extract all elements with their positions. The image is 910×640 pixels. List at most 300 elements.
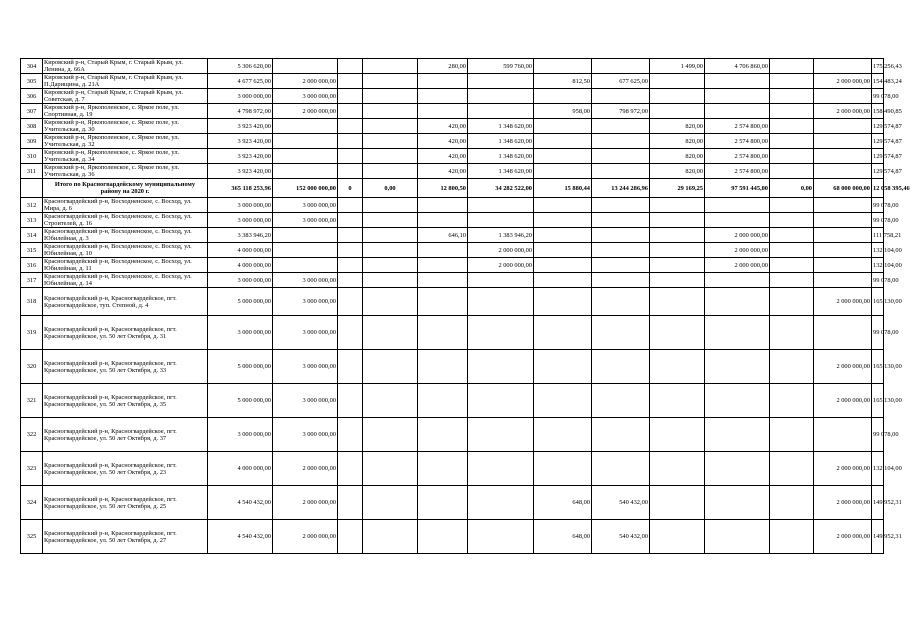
value-cell bbox=[705, 384, 770, 418]
row-number: 304 bbox=[21, 59, 43, 74]
value-cell bbox=[705, 316, 770, 350]
table-row bbox=[21, 198, 884, 213]
value-cell bbox=[363, 273, 418, 288]
value-cell bbox=[363, 74, 418, 89]
value-cell bbox=[650, 520, 705, 554]
value-cell: 15 880,44 bbox=[534, 179, 592, 198]
value-cell bbox=[770, 243, 814, 258]
table-row bbox=[21, 119, 884, 134]
value-cell bbox=[363, 418, 418, 452]
address-cell: Красногвардейский р-н, Восходненское, с. Восход, ул. Юбилейная, д. 3 bbox=[43, 228, 208, 243]
value-cell bbox=[650, 228, 705, 243]
value-cell: 5 000 000,00 bbox=[208, 350, 273, 384]
value-cell bbox=[363, 198, 418, 213]
data-table bbox=[20, 58, 910, 554]
value-cell bbox=[650, 384, 705, 418]
value-cell bbox=[770, 228, 814, 243]
value-cell bbox=[534, 228, 592, 243]
value-cell bbox=[770, 384, 814, 418]
value-cell bbox=[534, 243, 592, 258]
table-row bbox=[21, 228, 884, 243]
table-row bbox=[21, 149, 884, 164]
value-cell: 4 798 972,00 bbox=[208, 104, 273, 119]
value-cell bbox=[363, 59, 418, 74]
value-cell: 820,00 bbox=[650, 134, 705, 149]
value-cell bbox=[363, 89, 418, 104]
table-row bbox=[21, 486, 884, 520]
value-cell: 677 625,00 bbox=[592, 74, 650, 89]
value-cell bbox=[468, 384, 534, 418]
value-cell: 12 800,50 bbox=[418, 179, 468, 198]
value-cell bbox=[534, 316, 592, 350]
value-cell bbox=[770, 198, 814, 213]
total-row bbox=[21, 179, 884, 198]
value-cell bbox=[338, 59, 363, 74]
value-cell: 2 000 000,00 bbox=[705, 258, 770, 273]
row-number: 324 bbox=[21, 486, 43, 520]
value-cell: 4 677 625,00 bbox=[208, 74, 273, 89]
value-cell: 1 383 946,20 bbox=[468, 228, 534, 243]
row-number: 308 bbox=[21, 119, 43, 134]
value-cell: 820,00 bbox=[650, 164, 705, 179]
value-cell bbox=[814, 134, 872, 149]
row-number: 313 bbox=[21, 213, 43, 228]
row-number: 314 bbox=[21, 228, 43, 243]
value-cell bbox=[338, 134, 363, 149]
value-cell: 420,00 bbox=[418, 149, 468, 164]
value-cell bbox=[418, 288, 468, 316]
value-cell: 99 078,00 bbox=[872, 273, 884, 288]
value-cell: 3 000 000,00 bbox=[273, 288, 338, 316]
value-cell bbox=[650, 104, 705, 119]
value-cell: 820,00 bbox=[650, 119, 705, 134]
address-cell: Красногвардейский р-н, Красногвардейское, пгт. Красногвардейское, ул. 50 лет Октября, д. 37 bbox=[43, 418, 208, 452]
value-cell: 3 923 420,00 bbox=[208, 119, 273, 134]
value-cell: 648,00 bbox=[534, 486, 592, 520]
value-cell bbox=[814, 59, 872, 74]
value-cell: 958,00 bbox=[534, 104, 592, 119]
value-cell bbox=[770, 74, 814, 89]
value-cell bbox=[363, 213, 418, 228]
value-cell bbox=[363, 316, 418, 350]
value-cell: 2 000 000,00 bbox=[705, 243, 770, 258]
value-cell bbox=[770, 452, 814, 486]
value-cell bbox=[273, 119, 338, 134]
value-cell: 129 574,87 bbox=[872, 134, 884, 149]
value-cell: 12 058 395,46 bbox=[872, 179, 884, 198]
value-cell: 420,00 bbox=[418, 164, 468, 179]
value-cell bbox=[770, 134, 814, 149]
value-cell bbox=[418, 316, 468, 350]
value-cell bbox=[770, 104, 814, 119]
value-cell bbox=[468, 198, 534, 213]
value-cell: 3 000 000,00 bbox=[273, 89, 338, 104]
row-number: 316 bbox=[21, 258, 43, 273]
address-cell: Кировский р-н, Старый Крым, г. Старый Крым, ул. Ленина, д. 66А bbox=[43, 59, 208, 74]
value-cell bbox=[468, 288, 534, 316]
value-cell: 165 130,00 bbox=[872, 384, 884, 418]
row-number: 315 bbox=[21, 243, 43, 258]
value-cell bbox=[705, 74, 770, 89]
value-cell: 129 574,87 bbox=[872, 149, 884, 164]
table-row bbox=[21, 258, 884, 273]
value-cell bbox=[592, 243, 650, 258]
value-cell: 646,10 bbox=[418, 228, 468, 243]
value-cell bbox=[592, 452, 650, 486]
row-number: 305 bbox=[21, 74, 43, 89]
value-cell bbox=[650, 74, 705, 89]
value-cell bbox=[273, 243, 338, 258]
row-number: 306 bbox=[21, 89, 43, 104]
row-number: 319 bbox=[21, 316, 43, 350]
total-label: Итого по Красногвардейскому муниципальному району на 2020 г. bbox=[43, 179, 208, 198]
value-cell bbox=[363, 288, 418, 316]
value-cell bbox=[705, 418, 770, 452]
value-cell: 2 000 000,00 bbox=[468, 258, 534, 273]
value-cell bbox=[468, 273, 534, 288]
value-cell: 1 348 620,00 bbox=[468, 149, 534, 164]
value-cell bbox=[338, 258, 363, 273]
value-cell: 5 000 000,00 bbox=[208, 288, 273, 316]
value-cell bbox=[592, 119, 650, 134]
value-cell bbox=[534, 89, 592, 104]
value-cell bbox=[534, 119, 592, 134]
value-cell bbox=[650, 316, 705, 350]
value-cell bbox=[534, 418, 592, 452]
value-cell: 1 348 620,00 bbox=[468, 119, 534, 134]
table-row bbox=[21, 164, 884, 179]
value-cell bbox=[650, 452, 705, 486]
row-number: 317 bbox=[21, 273, 43, 288]
address-cell: Красногвардейский р-н, Красногвардейское, пгт. Красногвардейское, туп. Степной, д. 4 bbox=[43, 288, 208, 316]
value-cell bbox=[363, 149, 418, 164]
value-cell bbox=[770, 258, 814, 273]
value-cell: 3 000 000,00 bbox=[273, 316, 338, 350]
value-cell bbox=[814, 258, 872, 273]
value-cell bbox=[468, 89, 534, 104]
value-cell bbox=[468, 418, 534, 452]
row-number: 309 bbox=[21, 134, 43, 149]
value-cell: 2 000 000,00 bbox=[273, 520, 338, 554]
value-cell bbox=[273, 258, 338, 273]
value-cell bbox=[705, 89, 770, 104]
value-cell bbox=[592, 418, 650, 452]
value-cell bbox=[363, 258, 418, 273]
value-cell: 2 574 800,00 bbox=[705, 134, 770, 149]
value-cell: 3 383 946,20 bbox=[208, 228, 273, 243]
value-cell bbox=[273, 134, 338, 149]
value-cell: 132 104,00 bbox=[872, 452, 884, 486]
value-cell bbox=[418, 258, 468, 273]
value-cell: 0,00 bbox=[363, 179, 418, 198]
value-cell bbox=[592, 198, 650, 213]
row-number: 322 bbox=[21, 418, 43, 452]
table-row bbox=[21, 452, 884, 486]
table-row bbox=[21, 213, 884, 228]
value-cell bbox=[814, 243, 872, 258]
value-cell: 2 574 800,00 bbox=[705, 149, 770, 164]
address-cell: Красногвардейский р-н, Восходненское, с. Восход, ул. Юбилейная, д. 14 bbox=[43, 273, 208, 288]
value-cell bbox=[705, 486, 770, 520]
value-cell bbox=[338, 104, 363, 119]
value-cell bbox=[592, 59, 650, 74]
value-cell: 68 000 000,00 bbox=[814, 179, 872, 198]
value-cell bbox=[705, 213, 770, 228]
value-cell: 3 000 000,00 bbox=[273, 198, 338, 213]
value-cell bbox=[418, 486, 468, 520]
value-cell bbox=[363, 350, 418, 384]
value-cell: 798 972,00 bbox=[592, 104, 650, 119]
value-cell bbox=[705, 520, 770, 554]
value-cell: 2 000 000,00 bbox=[273, 486, 338, 520]
value-cell bbox=[814, 316, 872, 350]
value-cell: 2 000 000,00 bbox=[814, 452, 872, 486]
value-cell bbox=[534, 350, 592, 384]
value-cell: 111 758,21 bbox=[872, 228, 884, 243]
value-cell: 3 923 420,00 bbox=[208, 134, 273, 149]
value-cell: 2 000 000,00 bbox=[814, 74, 872, 89]
value-cell bbox=[418, 89, 468, 104]
row-number: 325 bbox=[21, 520, 43, 554]
value-cell bbox=[814, 89, 872, 104]
value-cell bbox=[273, 228, 338, 243]
address-cell: Кировский р-н, Яркополенское, с. Яркое поле, ул. Учительская, д. 34 bbox=[43, 149, 208, 164]
value-cell bbox=[705, 452, 770, 486]
value-cell: 3 000 000,00 bbox=[208, 316, 273, 350]
value-cell: 540 432,00 bbox=[592, 520, 650, 554]
value-cell: 129 574,87 bbox=[872, 119, 884, 134]
value-cell bbox=[468, 486, 534, 520]
value-cell bbox=[814, 164, 872, 179]
value-cell: 3 000 000,00 bbox=[273, 350, 338, 384]
value-cell bbox=[338, 74, 363, 89]
table-row bbox=[21, 316, 884, 350]
value-cell: 4 706 860,00 bbox=[705, 59, 770, 74]
value-cell bbox=[770, 149, 814, 164]
value-cell bbox=[534, 273, 592, 288]
value-cell bbox=[363, 228, 418, 243]
value-cell: 99 078,00 bbox=[872, 316, 884, 350]
row-number: 307 bbox=[21, 104, 43, 119]
value-cell bbox=[363, 134, 418, 149]
value-cell bbox=[592, 316, 650, 350]
table-row bbox=[21, 384, 884, 418]
value-cell bbox=[592, 149, 650, 164]
value-cell bbox=[338, 452, 363, 486]
value-cell bbox=[592, 258, 650, 273]
value-cell: 2 574 800,00 bbox=[705, 164, 770, 179]
row-number: 320 bbox=[21, 350, 43, 384]
value-cell: 2 000 000,00 bbox=[814, 486, 872, 520]
value-cell bbox=[705, 198, 770, 213]
value-cell bbox=[363, 520, 418, 554]
table-row bbox=[21, 243, 884, 258]
value-cell bbox=[338, 384, 363, 418]
value-cell: 3 000 000,00 bbox=[208, 89, 273, 104]
address-cell: Красногвардейский р-н, Красногвардейское, пгт. Красногвардейское, ул. 50 лет Октября, д. 25 bbox=[43, 486, 208, 520]
value-cell bbox=[468, 452, 534, 486]
value-cell bbox=[418, 350, 468, 384]
address-cell: Красногвардейский р-н, Восходненское, с. Восход, ул. Строителей, д. 16 bbox=[43, 213, 208, 228]
table-row bbox=[21, 520, 884, 554]
value-cell: 2 000 000,00 bbox=[273, 74, 338, 89]
value-cell bbox=[592, 89, 650, 104]
value-cell: 158 490,85 bbox=[872, 104, 884, 119]
value-cell: 2 000 000,00 bbox=[814, 520, 872, 554]
row-number: 323 bbox=[21, 452, 43, 486]
value-cell bbox=[814, 213, 872, 228]
value-cell bbox=[770, 350, 814, 384]
value-cell: 13 244 286,96 bbox=[592, 179, 650, 198]
value-cell: 154 483,24 bbox=[872, 74, 884, 89]
address-cell: Кировский р-н, Старый Крым, г. Старый Крым, ул. Советская, д. 7 bbox=[43, 89, 208, 104]
address-cell: Кировский р-н, Яркополенское, с. Яркое поле, ул. Учительская, д. 36 bbox=[43, 164, 208, 179]
table-row bbox=[21, 89, 884, 104]
value-cell bbox=[650, 288, 705, 316]
value-cell: 812,50 bbox=[534, 74, 592, 89]
value-cell: 2 000 000,00 bbox=[814, 288, 872, 316]
value-cell: 820,00 bbox=[650, 149, 705, 164]
value-cell bbox=[534, 213, 592, 228]
value-cell: 99 078,00 bbox=[872, 418, 884, 452]
value-cell: 2 000 000,00 bbox=[273, 452, 338, 486]
value-cell: 1 499,00 bbox=[650, 59, 705, 74]
value-cell bbox=[338, 418, 363, 452]
value-cell bbox=[592, 384, 650, 418]
table-row bbox=[21, 273, 884, 288]
value-cell: 5 306 620,00 bbox=[208, 59, 273, 74]
value-cell bbox=[468, 213, 534, 228]
value-cell bbox=[705, 288, 770, 316]
value-cell: 2 574 800,00 bbox=[705, 119, 770, 134]
value-cell: 132 104,00 bbox=[872, 258, 884, 273]
value-cell bbox=[363, 119, 418, 134]
value-cell: 165 130,00 bbox=[872, 350, 884, 384]
address-cell: Кировский р-н, Яркополенское, с. Яркое поле, ул. Спортивная, д. 19 bbox=[43, 104, 208, 119]
value-cell bbox=[363, 452, 418, 486]
value-cell bbox=[770, 213, 814, 228]
value-cell: 3 000 000,00 bbox=[273, 418, 338, 452]
value-cell bbox=[770, 89, 814, 104]
value-cell bbox=[592, 164, 650, 179]
value-cell bbox=[592, 273, 650, 288]
row-number: 312 bbox=[21, 198, 43, 213]
value-cell bbox=[338, 486, 363, 520]
value-cell bbox=[814, 119, 872, 134]
value-cell bbox=[418, 213, 468, 228]
value-cell: 3 000 000,00 bbox=[208, 273, 273, 288]
value-cell: 2 000 000,00 bbox=[814, 104, 872, 119]
value-cell: 3 000 000,00 bbox=[208, 213, 273, 228]
value-cell bbox=[650, 213, 705, 228]
value-cell: 99 078,00 bbox=[872, 198, 884, 213]
value-cell bbox=[418, 520, 468, 554]
value-cell: 3 000 000,00 bbox=[273, 384, 338, 418]
table-row bbox=[21, 74, 884, 89]
value-cell bbox=[534, 452, 592, 486]
value-cell bbox=[418, 273, 468, 288]
value-cell bbox=[705, 350, 770, 384]
address-cell: Красногвардейский р-н, Красногвардейское, пгт. Красногвардейское, ул. 50 лет Октября, д. 23 bbox=[43, 452, 208, 486]
value-cell bbox=[338, 350, 363, 384]
value-cell bbox=[770, 59, 814, 74]
address-cell: Красногвардейский р-н, Красногвардейское, пгт. Красногвардейское, ул. 50 лет Октября, д. 33 bbox=[43, 350, 208, 384]
value-cell bbox=[534, 288, 592, 316]
value-cell bbox=[468, 316, 534, 350]
value-cell bbox=[770, 418, 814, 452]
value-cell bbox=[338, 164, 363, 179]
value-cell bbox=[534, 134, 592, 149]
value-cell bbox=[592, 350, 650, 384]
value-cell bbox=[338, 89, 363, 104]
value-cell: 132 104,00 bbox=[872, 243, 884, 258]
value-cell bbox=[273, 149, 338, 164]
value-cell bbox=[534, 149, 592, 164]
table-row bbox=[21, 134, 884, 149]
value-cell bbox=[814, 418, 872, 452]
value-cell bbox=[592, 288, 650, 316]
value-cell bbox=[468, 74, 534, 89]
table-body bbox=[21, 59, 910, 554]
value-cell: 280,00 bbox=[418, 59, 468, 74]
value-cell bbox=[363, 164, 418, 179]
value-cell: 99 078,00 bbox=[872, 89, 884, 104]
value-cell bbox=[770, 486, 814, 520]
value-cell bbox=[705, 273, 770, 288]
value-cell: 2 000 000,00 bbox=[814, 350, 872, 384]
value-cell bbox=[338, 228, 363, 243]
value-cell bbox=[338, 119, 363, 134]
value-cell: 5 000 000,00 bbox=[208, 384, 273, 418]
value-cell: 540 432,00 bbox=[592, 486, 650, 520]
value-cell bbox=[534, 164, 592, 179]
address-cell: Красногвардейский р-н, Красногвардейское, пгт. Красногвардейское, ул. 50 лет Октября, д. 35 bbox=[43, 384, 208, 418]
value-cell bbox=[650, 243, 705, 258]
row-number: 318 bbox=[21, 288, 43, 316]
value-cell: 599 760,00 bbox=[468, 59, 534, 74]
value-cell: 99 078,00 bbox=[872, 213, 884, 228]
value-cell bbox=[650, 89, 705, 104]
value-cell: 420,00 bbox=[418, 119, 468, 134]
value-cell: 3 000 000,00 bbox=[273, 213, 338, 228]
value-cell bbox=[534, 198, 592, 213]
value-cell bbox=[770, 119, 814, 134]
value-cell: 2 000 000,00 bbox=[468, 243, 534, 258]
value-cell: 2 000 000,00 bbox=[705, 228, 770, 243]
value-cell: 1 348 620,00 bbox=[468, 164, 534, 179]
table-row bbox=[21, 104, 884, 119]
value-cell: 0 bbox=[338, 179, 363, 198]
value-cell: 2 000 000,00 bbox=[814, 384, 872, 418]
value-cell bbox=[770, 288, 814, 316]
value-cell bbox=[338, 149, 363, 164]
value-cell bbox=[338, 243, 363, 258]
value-cell bbox=[650, 258, 705, 273]
value-cell bbox=[418, 74, 468, 89]
address-cell: Красногвардейский р-н, Восходненское, с. Восход, ул. Юбилейная, д. 11 bbox=[43, 258, 208, 273]
value-cell bbox=[814, 228, 872, 243]
value-cell bbox=[418, 452, 468, 486]
value-cell: 3 000 000,00 bbox=[273, 273, 338, 288]
address-cell: Красногвардейский р-н, Восходненское, с. Восход, ул. Мира, д. 6 bbox=[43, 198, 208, 213]
value-cell bbox=[418, 198, 468, 213]
value-cell: 1 348 620,00 bbox=[468, 134, 534, 149]
value-cell bbox=[468, 350, 534, 384]
value-cell bbox=[273, 164, 338, 179]
value-cell bbox=[363, 243, 418, 258]
value-cell bbox=[650, 486, 705, 520]
value-cell bbox=[814, 149, 872, 164]
